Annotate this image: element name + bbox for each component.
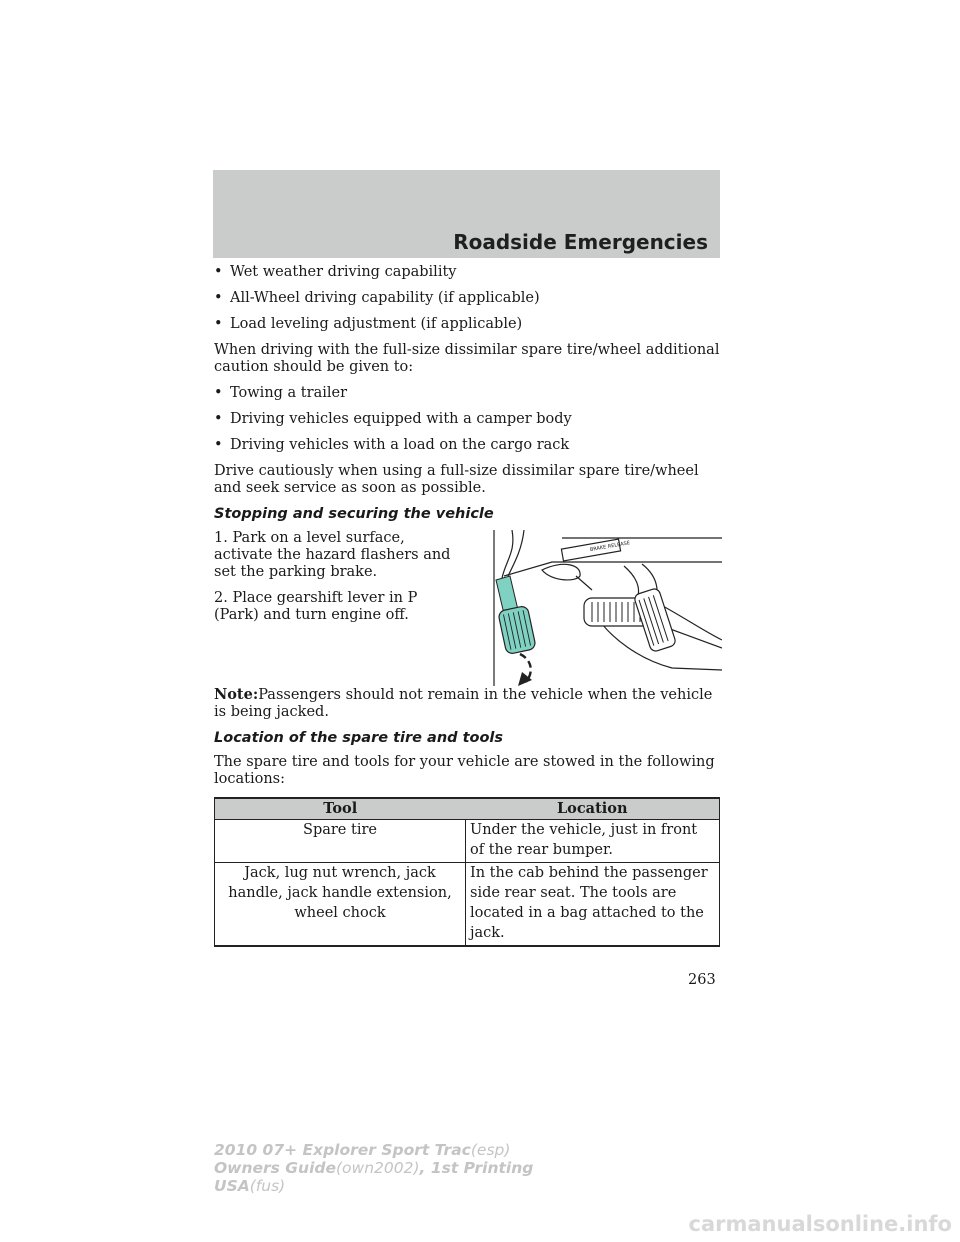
table-cell-tool: Spare tire [215,820,466,863]
location-intro: The spare tire and tools for your vehicle are stowed in the following locations: [214,754,715,787]
list-item: • Wet weather driving capability [214,264,457,280]
bullet-icon: • [214,411,223,427]
release-arrow-icon [518,654,532,686]
bullet-icon: • [214,264,223,280]
tools-table [214,797,720,947]
list-item: • Load leveling adjustment (if applicable) [214,316,523,332]
brake-release-label: BRAKE RELEASE [589,540,631,554]
watermark: carmanualsonline.info [688,1212,952,1236]
list-item: • Driving vehicles with a load on the cargo rack [214,437,570,453]
stopping-heading: Stopping and securing the vehicle [214,506,494,522]
step-item: 1. Park on a level surface, activate the hazard flashers and set the parking brake. [214,530,451,580]
column-header-location: Location [466,798,720,820]
location-heading: Location of the spare tire and tools [214,730,504,746]
note-label: Note: [214,686,259,703]
steps-list [214,530,459,624]
table-row [215,820,720,863]
bullet-icon: • [214,290,223,306]
step-item: 2. Place gearshift lever in P (Park) and turn engine off. [214,590,418,623]
footer-line: Owners Guide(own2002), 1st Printing [214,1159,534,1177]
section-header-band [213,170,720,258]
parking-brake-pedal [496,576,536,655]
bullet-icon: • [214,437,223,453]
list-item: • Towing a trailer [214,385,347,401]
table-cell-location: Under the vehicle, just in front of the rear bumper. [466,820,720,863]
bullet-icon: • [214,316,223,332]
footer-line: 2010 07+ Explorer Sport Trac(esp) [214,1141,511,1159]
column-header-tool: Tool [215,798,466,820]
drive-paragraph: Drive cautiously when using a full-size dissimilar spare tire/wheel and seek service as soon as possible. [214,463,699,496]
caution-paragraph: When driving with the full-size dissimilar spare tire/wheel additional caution should be given to: [214,342,720,375]
bullet-icon: • [214,385,223,401]
table-cell-location: In the cab behind the passenger side rear seat. The tools are located in a bag attached to the jack. [466,863,720,947]
table-row [215,863,720,947]
list-item: • All-Wheel driving capability (if applicable) [214,290,540,306]
table-header-row [215,798,720,820]
page-number: 263 [688,972,716,988]
table-cell-tool: Jack, lug nut wrench, jack handle, jack handle extension, wheel chock [215,863,466,947]
document-footer [214,1141,533,1195]
section-title: Roadside Emergencies [453,230,708,254]
list-item: • Driving vehicles equipped with a camper body [214,411,572,427]
parking-brake-illustration [492,530,722,686]
stopping-section [214,530,720,686]
footer-line: USA(fus) [214,1177,286,1195]
note-paragraph [214,686,720,721]
note-text: Passengers should not remain in the vehicle when the vehicle is being jacked. [214,687,713,720]
page-content [214,264,720,947]
